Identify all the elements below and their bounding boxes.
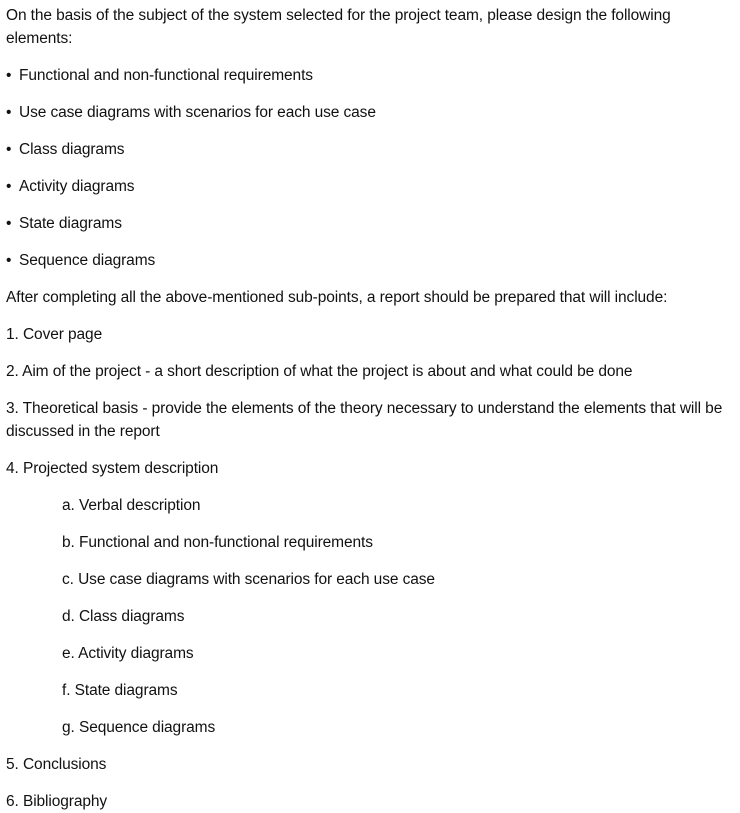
requirements-bullet-list xyxy=(6,64,734,272)
item-text: Aim of the project - a short description of what the project is about and what could be done xyxy=(22,363,633,380)
sub-item xyxy=(62,642,734,665)
bullet-icon: • xyxy=(6,252,12,269)
sub-item-letter: d. xyxy=(62,608,75,625)
sub-item-letter: b. xyxy=(62,534,75,551)
item-number: 2. xyxy=(6,363,19,380)
bullet-item xyxy=(6,64,734,87)
item-number: 1. xyxy=(6,326,19,343)
bullet-text: Class diagrams xyxy=(19,141,125,158)
item-text: Theoretical basis - provide the elements of the theory necessary to understand the elements that will be discussed in the report xyxy=(6,400,723,440)
bullet-icon: • xyxy=(6,141,12,158)
report-item-cover-page xyxy=(6,323,734,346)
sub-item-letter: a. xyxy=(62,497,75,514)
bullet-text: Use case diagrams with scenarios for each use case xyxy=(19,104,376,121)
bullet-icon: • xyxy=(6,104,12,121)
report-outline-list xyxy=(6,323,734,813)
sub-item-text: Activity diagrams xyxy=(78,645,194,662)
sub-item-letter: c. xyxy=(62,571,74,588)
bullet-text: Sequence diagrams xyxy=(19,252,156,269)
intro-paragraph: On the basis of the subject of the system selected for the project team, please design the following elements: xyxy=(6,7,671,47)
bullet-icon: • xyxy=(6,178,12,195)
bullet-item xyxy=(6,212,734,235)
sub-item-text: Use case diagrams with scenarios for each use case xyxy=(78,571,435,588)
report-item-system-description xyxy=(6,457,734,739)
bullet-text: Activity diagrams xyxy=(19,178,135,195)
item-number: 3. xyxy=(6,400,19,417)
report-item-conclusions xyxy=(6,753,734,776)
bullet-text: Functional and non-functional requirements xyxy=(19,67,313,84)
sub-item-letter: f. xyxy=(62,682,71,699)
item-text: Conclusions xyxy=(22,756,107,773)
item-text: Bibliography xyxy=(22,793,108,810)
bullet-item xyxy=(6,138,734,161)
sub-item-text: Functional and non-functional requirements xyxy=(78,534,373,551)
item-number: 6. xyxy=(6,793,19,810)
sub-item-text: Verbal description xyxy=(78,497,201,514)
bullet-icon: • xyxy=(6,67,12,84)
sub-item-letter: g. xyxy=(62,719,75,736)
bullet-item xyxy=(6,249,734,272)
item-text: Projected system description xyxy=(22,460,219,477)
report-item-bibliography xyxy=(6,790,734,813)
item-text: Cover page xyxy=(22,326,103,343)
sub-item-text: Sequence diagrams xyxy=(78,719,216,736)
sub-item-text: State diagrams xyxy=(74,682,178,699)
item-number: 5. xyxy=(6,756,19,773)
bullet-item xyxy=(6,101,734,124)
bullet-icon: • xyxy=(6,215,12,232)
sub-item xyxy=(62,605,734,628)
item-number: 4. xyxy=(6,460,19,477)
report-item-aim xyxy=(6,360,734,383)
bullet-item xyxy=(6,175,734,198)
sub-item-text: Class diagrams xyxy=(78,608,185,625)
sub-item xyxy=(62,716,734,739)
bullet-text: State diagrams xyxy=(19,215,122,232)
report-item-theoretical-basis xyxy=(6,397,734,443)
sub-item xyxy=(62,679,734,702)
sub-item xyxy=(62,531,734,554)
system-description-sublist xyxy=(6,494,734,739)
sub-item xyxy=(62,494,734,517)
report-intro-paragraph: After completing all the above-mentioned sub-points, a report should be prepared that will include: xyxy=(6,289,668,306)
sub-item xyxy=(62,568,734,591)
sub-item-letter: e. xyxy=(62,645,75,662)
